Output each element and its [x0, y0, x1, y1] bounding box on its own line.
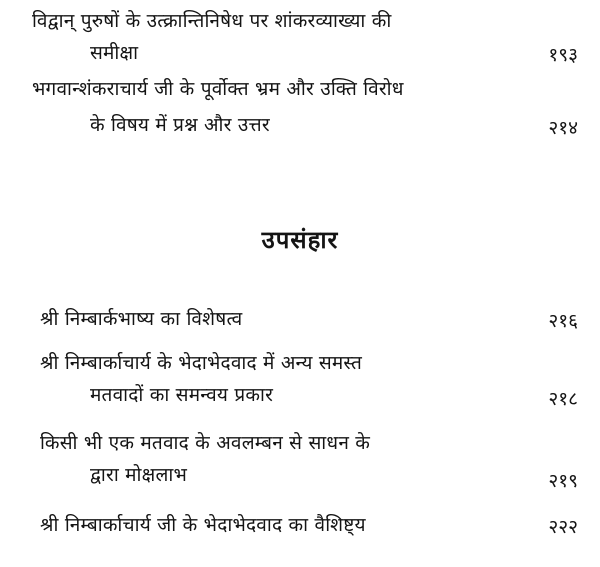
- toc-page-number: २२२: [548, 516, 578, 538]
- section-heading: उपसंहार: [261, 226, 339, 254]
- toc-page-number: २१८: [548, 388, 578, 410]
- toc-entry-text-continuation: समीक्षा: [90, 42, 139, 64]
- toc-entry-text-line: विद्वान् पुरुषों के उत्क्रान्तिनिषेध पर शांकरव्याख्या की: [32, 10, 392, 32]
- toc-entry-text-continuation: के विषय में प्रश्न और उत्तर: [90, 114, 270, 136]
- toc-entry-text-line: किसी भी एक मतवाद के अवलम्बन से साधन के: [40, 432, 371, 454]
- toc-entry-text-line: श्री निम्बार्काचार्य के भेदाभेदवाद में अन्य समस्त: [40, 352, 363, 374]
- toc-page-number: २१६: [548, 310, 578, 332]
- toc-page-number: १९३: [548, 44, 578, 66]
- toc-page-number: २१९: [548, 470, 578, 492]
- toc-entry-text-line: श्री निम्बार्कभाष्य का विशेषत्व: [40, 308, 243, 330]
- toc-entry-text-continuation: मतवादों का समन्वय प्रकार: [90, 384, 274, 406]
- toc-entry-text-line: भगवान्शंकराचार्य जी के पूर्वोक्त भ्रम और उक्ति विरोध: [32, 78, 404, 100]
- toc-page-number: २१४: [548, 117, 578, 139]
- toc-entry-text-continuation: द्वारा मोक्षलाभ: [90, 464, 188, 486]
- toc-entry-text-line: श्री निम्बार्काचार्य जी के भेदाभेदवाद का वैशिष्ट्य: [40, 514, 366, 536]
